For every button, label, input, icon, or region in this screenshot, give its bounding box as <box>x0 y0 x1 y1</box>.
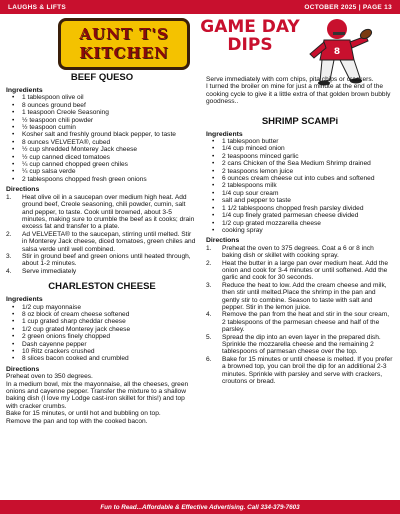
game-day-dips-banner <box>200 18 300 54</box>
banner-line1: GAME DAY <box>200 17 300 37</box>
beef-queso-title: BEEF QUESO <box>70 72 134 83</box>
charleston-direction-text: Preheat oven to 350 degrees. <box>6 373 93 381</box>
list-item: 4. Serve immediately <box>6 267 77 275</box>
charleston-direction-text: In a medium bowl, mix the mayonnaise, all the cheeses, green onions and cayenne pepper. Transfer the mixture to a shallow baking dish (I love my Lodge cast-iron skillet for this!) and top with cracker crumbs. <box>6 380 189 410</box>
list-item: • 2 teaspoons lemon juice <box>206 168 394 175</box>
right-column <box>206 76 394 385</box>
list-item: • 8 ounces VELVEETA®, cubed <box>6 139 198 146</box>
list-item: • 2 cans Chicken of the Sea Medium Shrimp drained <box>206 160 394 167</box>
list-item: • 8 oz block of cream cheese softened <box>6 311 198 318</box>
list-item: 2. Ad VELVEETA® to the saucepan, stirring until melted. Stir in Monterey Jack cheese, diced tomatoes, green chiles and salsa verde until well combined. <box>6 230 196 253</box>
shrimp-ingredients-heading: Ingredients <box>206 130 243 138</box>
list-item: • 1/2 cup grated Monterey jack cheese <box>6 326 198 333</box>
list-item: • 1/2 cup mayonnaise <box>6 304 198 311</box>
left-column <box>6 72 198 425</box>
page-footer: Fun to Read...Affordable & Effective Advertising. Call 334-379-7603 <box>0 500 400 514</box>
list-item: • 1 1/2 tablespoons chopped fresh parsley divided <box>206 205 394 212</box>
shrimp-ingredient-list <box>206 138 394 234</box>
beef-direction-list <box>6 194 198 275</box>
list-item: • ½ cup shredded Monterey Jack cheese <box>6 146 198 153</box>
list-item: 3. Reduce the heat to low. Add the cream cheese and milk, then stir until melted.Place the shrimp in the pan and gently stir to combine. Season to taste with salt and pepper. Stir in the lemon juice. <box>206 281 387 311</box>
list-item: • 1 cup grated sharp cheddar cheese <box>6 318 198 325</box>
beef-directions-heading: Directions <box>6 186 40 194</box>
list-item: 1. Preheat the oven to 375 degrees. Coat a 6 or 8 inch baking dish or skillet with cooking spray. <box>206 244 374 260</box>
charleston-directions-heading: Directions <box>6 365 40 373</box>
broiler-note: I turned the broiler on mine for just a minute at the end of the cooking cycle to give it a little extra of that golden brown bubbly goodness.. <box>206 83 391 106</box>
list-item: • ¼ cup salsa verde <box>6 168 198 175</box>
list-item: • 1 teaspoon Creole Seasoning <box>6 109 198 116</box>
svg-text:8: 8 <box>333 47 341 57</box>
list-item: 1. Heat olive oil in a saucepan over medium high heat. Add ground beef, Creole seasoning, chili powder, cumin, salt and pepper, to taste. Cook until browned, about 3-5 minutes, making sure to crumble the beef as it cooks; drain excess fat and transfer to a plate. <box>6 193 195 231</box>
charleston-direction-text: Bake for 15 minutes, or until hot and bubbling on top. <box>6 410 161 418</box>
charleston-cheese-title: CHARLESTON CHEESE <box>48 281 156 293</box>
list-item: • 10 Ritz crackers crushed <box>6 348 198 355</box>
list-item: 6. Bake for 15 minutes or until cheese is melted. If you prefer a browned top, you can broil the dip for an additional 2-3 minutes. Sprinkle with parsley and serve with crackers, croutons or bread. <box>206 355 393 386</box>
charleston-ingredient-list <box>6 304 198 363</box>
list-item: • 2 teaspoons minced garlic <box>206 153 394 160</box>
beef-ingredient-list <box>6 94 198 183</box>
list-item: • 1 tablespoon butter <box>206 138 394 145</box>
shrimp-scampi-title: SHRIMP SCAMPi <box>261 115 339 127</box>
beef-serving-note: Serve immediately with corn chips, pita chips or crackers. <box>206 76 374 83</box>
list-item: • 8 ounces ground beef <box>6 102 198 109</box>
list-item: 5. Spread the dip into an even layer in the prepared dish. Sprinkle the mozzarella cheese and the remaining 2 tablespoons of parmesan cheese over the top. <box>206 333 381 356</box>
header-publication: LAUGHS & LIFTS <box>8 3 67 11</box>
header-issue: OCTOBER 2025 | PAGE 13 <box>304 3 392 11</box>
banner-line2: DIPS <box>227 35 273 55</box>
list-item: • 1/4 cup minced onion <box>206 145 394 152</box>
list-item: • ½ teaspoon chili powder <box>6 117 198 124</box>
list-item: • 2 tablespoons chopped fresh green onions <box>6 176 198 183</box>
list-item: 4. Remove the pan from the heat and stir in the sour cream, 2 tablespoons of the parmesan cheese and half of the parsley. <box>206 311 390 334</box>
list-item: • 1/4 cup finely grated parmesan cheese divided <box>206 212 394 219</box>
list-item: 3. Stir in ground beef and green onions until heated through, about 1-2 minutes. <box>6 252 191 268</box>
list-item: • salt and pepper to taste <box>206 197 394 204</box>
list-item: • ½ teaspoon cumin <box>6 124 198 131</box>
list-item: • 2 tablespoons milk <box>206 182 394 189</box>
charleston-ingredients-heading: Ingredients <box>6 296 43 304</box>
list-item: • 1 tablespoon olive oil <box>6 94 198 101</box>
list-item: • 2 green onions finely chopped <box>6 333 198 340</box>
list-item: • 6 ounces cream cheese cut into cubes and softened <box>206 175 394 182</box>
logo-line2: KITCHEN <box>79 44 169 62</box>
logo-line1: AUNT T'S <box>79 25 169 43</box>
shrimp-direction-list <box>206 245 394 386</box>
list-item: • ¼ cup canned chopped green chiles <box>6 161 198 168</box>
list-item: • cooking spray <box>206 227 394 234</box>
list-item: • 1/4 cup sour cream <box>206 190 394 197</box>
beef-ingredients-heading: Ingredients <box>6 87 43 94</box>
aunt-ts-kitchen-logo <box>58 18 190 70</box>
list-item: • 1/2 cup grated mozzarella cheese <box>206 220 394 227</box>
list-item: • 8 slices bacon cooked and crumbled <box>6 355 198 362</box>
page-header <box>0 0 400 14</box>
list-item: • Kosher salt and freshly ground black pepper, to taste <box>6 131 198 138</box>
list-item: 2. Heat the butter in a large pan over medium heat. Add the onion and cook for 3-4 minutes or until softened. Add the garlic and cook for 30 seconds. <box>206 259 389 282</box>
list-item: • Dash cayenne pepper <box>6 341 198 348</box>
shrimp-directions-heading: Directions <box>206 237 240 245</box>
list-item: • ½ cup canned diced tomatoes <box>6 154 198 161</box>
charleston-direction-text: Remove the pan and top with the cooked bacon. <box>6 417 148 425</box>
